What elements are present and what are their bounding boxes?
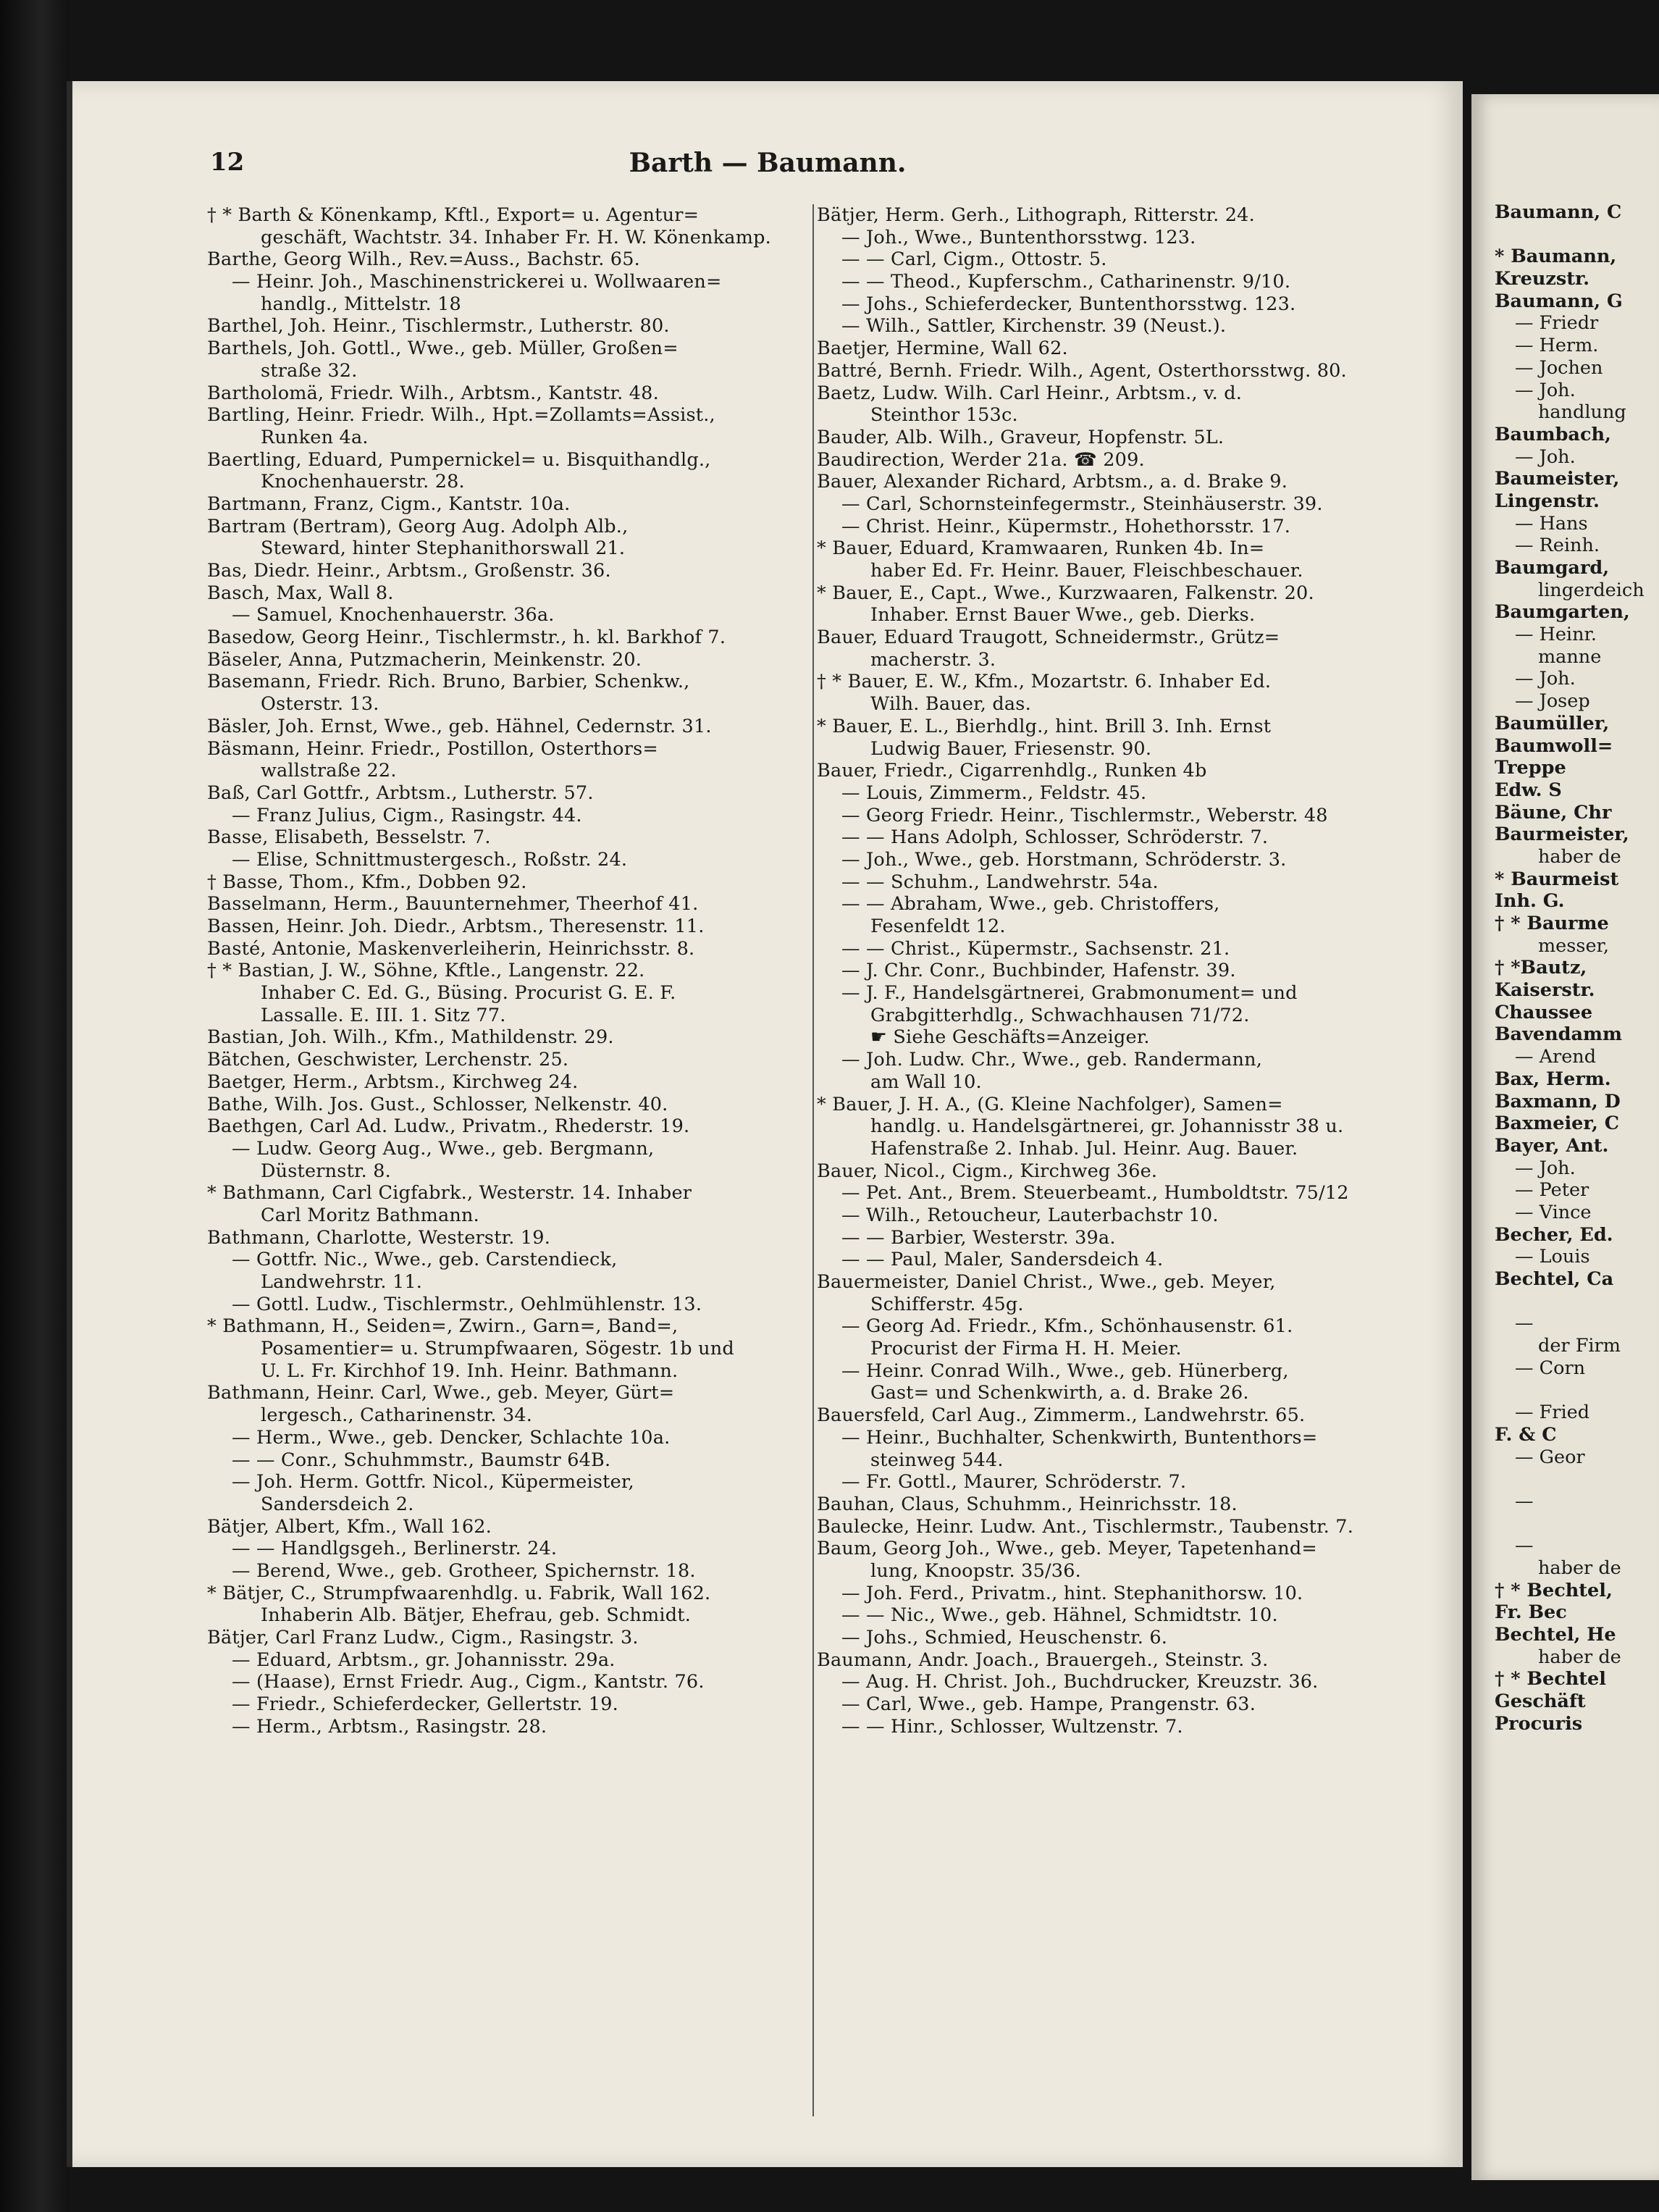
directory-entry-line: — — Schuhm., Landwehrstr. 54a. — [841, 871, 1159, 893]
right-column-line: Bavendamm — [1495, 1023, 1622, 1046]
directory-entry-line: — Fr. Gottl., Maurer, Schröderstr. 7. — [841, 1471, 1187, 1493]
directory-entry-line: ☛ Siehe Geschäfts=Anzeiger. — [870, 1026, 1150, 1049]
directory-entry-line: Gast= und Schenkwirth, a. d. Brake 26. — [870, 1382, 1249, 1404]
directory-entry-line: Procurist der Firma H. H. Meier. — [870, 1338, 1182, 1360]
right-page-edge — [1471, 94, 1659, 2180]
right-column-line: — — [1515, 1490, 1534, 1512]
directory-entry-line: * Bauer, Eduard, Kramwaaren, Runken 4b. In= — [817, 537, 1265, 560]
directory-entry-line: — Georg Friedr. Heinr., Tischlermstr., Weberstr. 48 — [841, 804, 1328, 826]
left-column — [207, 204, 819, 1738]
right-column-line: Inh. G. — [1495, 890, 1565, 913]
directory-entry-line: — Joh., Wwe., Buntenthorsstwg. 123. — [841, 226, 1196, 248]
directory-entry-line: Hafenstraße 2. Inhab. Jul. Heinr. Aug. Bauer. — [870, 1137, 1298, 1160]
directory-entry-line: straße 32. — [261, 359, 358, 382]
right-column-line: — Hans — [1515, 512, 1588, 535]
directory-entry-line: Bauer, Nicol., Cigm., Kirchweg 36e. — [817, 1160, 1158, 1182]
directory-entry-line: Bauermeister, Daniel Christ., Wwe., geb. Meyer, — [817, 1271, 1276, 1293]
right-column-line: — — [1515, 1535, 1534, 1557]
directory-entry-line: * Bauer, J. H. A., (G. Kleine Nachfolger), Samen= — [817, 1093, 1283, 1115]
directory-entry-line: — — Paul, Maler, Sandersdeich 4. — [841, 1249, 1164, 1271]
directory-entry-line: — Ludw. Georg Aug., Wwe., geb. Bergmann, — [232, 1137, 655, 1160]
directory-entry-line: U. L. Fr. Kirchhof 19. Inh. Heinr. Bathmann. — [261, 1360, 679, 1382]
directory-entry-line: handlg., Mittelstr. 18 — [261, 293, 461, 315]
directory-entry-line: Baum, Georg Joh., Wwe., geb. Meyer, Tapetenhand= — [817, 1538, 1317, 1560]
right-column-line: Baurmeister, — [1495, 824, 1629, 846]
directory-entry-line: Baetger, Herm., Arbtsm., Kirchweg 24. — [207, 1071, 579, 1093]
right-column-line: Baxmann, D — [1495, 1090, 1621, 1113]
right-column-line: handlung — [1538, 401, 1626, 424]
directory-entry-line: Runken 4a. — [261, 426, 369, 448]
page-header — [72, 148, 1463, 191]
right-column-line: — Heinr. — [1515, 624, 1597, 646]
right-column-line: lingerdeich — [1538, 579, 1645, 601]
right-column-line: F. & C — [1495, 1423, 1557, 1446]
directory-entry-line: Bauersfeld, Carl Aug., Zimmerm., Landwehrstr. 65. — [817, 1404, 1306, 1427]
right-column-line: — — [1515, 1312, 1534, 1335]
right-column-line: † * Baurme — [1495, 913, 1609, 934]
directory-entry-line: Bartmann, Franz, Cigm., Kantstr. 10a. — [207, 493, 571, 515]
directory-entry-line: — Friedr., Schieferdecker, Gellertstr. 19. — [232, 1693, 618, 1716]
right-column-line: manne — [1538, 645, 1602, 668]
directory-entry-line: Baudirection, Werder 21a. ☎ 209. — [817, 448, 1145, 471]
right-column-line: Baumeister, — [1495, 468, 1620, 490]
right-column-line: messer, — [1538, 934, 1610, 957]
right-column-line: Bayer, Ant. — [1495, 1134, 1609, 1157]
directory-entry-line: Düsternstr. 8. — [261, 1160, 391, 1182]
directory-entry-line: Posamentier= u. Strumpfwaaren, Sögestr. 1b und — [261, 1338, 734, 1360]
directory-entry-line: — — Hinr., Schlosser, Wultzenstr. 7. — [841, 1715, 1183, 1738]
directory-entry-line: † * Barth & Könenkamp, Kftl., Export= u. Agentur= — [207, 204, 700, 226]
directory-entry-line: Basselmann, Herm., Bauunternehmer, Theerhof 41. — [207, 893, 699, 916]
directory-entry-line: Bathmann, Charlotte, Westerstr. 19. — [207, 1226, 551, 1249]
directory-entry-line: Landwehrstr. 11. — [261, 1271, 423, 1293]
directory-entry-line: — J. F., Handelsgärtnerei, Grabmonument= und — [841, 982, 1298, 1005]
directory-entry-line: Basté, Antonie, Maskenverleiherin, Heinrichsstr. 8. — [207, 937, 695, 960]
right-column-line: haber de — [1538, 1646, 1621, 1668]
book-binding — [0, 0, 70, 2212]
page-title: Barth — Baumann. — [629, 148, 907, 178]
right-column-line: — Fried — [1515, 1402, 1590, 1424]
directory-entry-line: Steward, hinter Stephanithorswall 21. — [261, 537, 626, 560]
directory-entry-line: Inhaber. Ernst Bauer Wwe., geb. Dierks. — [870, 604, 1256, 627]
directory-entry-line: Inhaberin Alb. Bätjer, Ehefrau, geb. Schmidt. — [261, 1604, 692, 1627]
right-column-line: — Corn — [1515, 1357, 1586, 1379]
directory-entry-line: — Eduard, Arbtsm., gr. Johannisstr. 29a. — [232, 1648, 616, 1671]
directory-entry-line: Osterstr. 13. — [261, 693, 379, 716]
right-column-line: Lingenstr. — [1495, 490, 1600, 512]
directory-entry-line: Baulecke, Heinr. Ludw. Ant., Tischlermstr., Taubenstr. 7. — [817, 1515, 1354, 1538]
directory-entry-line: — — Nic., Wwe., geb. Hähnel, Schmidtstr. 10. — [841, 1604, 1278, 1627]
right-column-line: — Jochen — [1515, 356, 1603, 379]
directory-entry-line: Bätjer, Albert, Kfm., Wall 162. — [207, 1515, 492, 1538]
right-column-line: Edw. S — [1495, 779, 1562, 801]
right-column-line: — Herm. — [1515, 335, 1599, 357]
directory-entry-line: Carl Moritz Bathmann. — [261, 1204, 479, 1226]
right-column-line: Bax, Herm. — [1495, 1068, 1611, 1090]
directory-entry-line: — Wilh., Sattler, Kirchenstr. 39 (Neust.). — [841, 315, 1227, 338]
directory-entry-line: steinweg 544. — [870, 1449, 1004, 1471]
directory-entry-line: haber Ed. Fr. Heinr. Bauer, Fleischbeschauer. — [870, 560, 1303, 582]
right-column-line: Geschäft — [1495, 1691, 1586, 1713]
right-column-line — [1471, 1513, 1659, 1536]
right-column-line: Procuris — [1495, 1712, 1583, 1735]
directory-entry-line: Bathmann, Heinr. Carl, Wwe., geb. Meyer, Gürt= — [207, 1382, 675, 1404]
directory-entry-line: † * Bastian, J. W., Söhne, Kftle., Langenstr. 22. — [207, 960, 645, 982]
right-column-line: Kaiserstr. — [1495, 979, 1595, 1002]
directory-entry-line: — Louis, Zimmerm., Feldstr. 45. — [841, 782, 1147, 804]
directory-entry-line: — — Carl, Cigm., Ottostr. 5. — [841, 248, 1107, 271]
directory-entry-line: Bathe, Wilh. Jos. Gust., Schlosser, Nelkenstr. 40. — [207, 1093, 668, 1115]
directory-entry-line: — Samuel, Knochenhauerstr. 36a. — [232, 604, 555, 627]
directory-entry-line: — Berend, Wwe., geb. Grotheer, Spichernstr. 18. — [232, 1559, 696, 1582]
directory-entry-line: Battré, Bernh. Friedr. Wilh., Agent, Osterthorsstwg. 80. — [817, 359, 1347, 382]
right-column-line: Baumgard, — [1495, 557, 1610, 579]
directory-entry-line: — Wilh., Retoucheur, Lauterbachstr 10. — [841, 1204, 1219, 1226]
directory-entry-line: Schifferstr. 45g. — [870, 1293, 1024, 1315]
directory-entry-line: Knochenhauerstr. 28. — [261, 471, 465, 493]
right-column-line: Baumann, C — [1495, 201, 1622, 223]
directory-entry-line: — — Theod., Kupferschm., Catharinenstr. 9/10. — [841, 271, 1291, 293]
directory-entry-line: — Joh. Ludw. Chr., Wwe., geb. Randermann, — [841, 1049, 1263, 1071]
right-column-line: — Vince — [1515, 1201, 1592, 1223]
directory-entry-line: — — Conr., Schuhmmstr., Baumstr 64B. — [232, 1449, 611, 1471]
directory-entry-line: — Heinr., Buchhalter, Schenkwirth, Buntenthors= — [841, 1426, 1318, 1449]
right-column-line: * Baumann, — [1495, 246, 1617, 268]
directory-entry-line: macherstr. 3. — [870, 648, 996, 671]
right-column — [1471, 201, 1659, 1735]
directory-entry-line: — Carl, Schornsteinfegermstr., Steinhäuserstr. 39. — [841, 493, 1323, 515]
directory-entry-line: Bauer, Eduard Traugott, Schneidermstr., Grütz= — [817, 627, 1280, 649]
right-column-line: Kreuzstr. — [1495, 268, 1589, 290]
right-column-line: — Peter — [1515, 1179, 1589, 1202]
directory-entry-line: Bauhan, Claus, Schuhmm., Heinrichsstr. 18. — [817, 1493, 1238, 1515]
directory-entry-line: — Gottl. Ludw., Tischlermstr., Oehlmühlenstr. 13. — [232, 1293, 702, 1315]
directory-entry-line: † Basse, Thom., Kfm., Dobben 92. — [207, 871, 527, 893]
directory-entry-line: Fesenfeldt 12. — [870, 916, 1006, 937]
directory-entry-line: Ludwig Bauer, Friesenstr. 90. — [870, 737, 1152, 760]
directory-entry-line: Bas, Diedr. Heinr., Arbtsm., Großenstr. 36. — [207, 560, 611, 582]
directory-entry-line: — Joh. Herm. Gottfr. Nicol., Küpermeister, — [232, 1471, 634, 1493]
directory-entry-line: — Heinr. Joh., Maschinenstrickerei u. Wollwaaren= — [232, 271, 722, 293]
directory-entry-line: Grabgitterhdlg., Schwachhausen 71/72. — [870, 1004, 1250, 1026]
directory-entry-line: Barthels, Joh. Gottl., Wwe., geb. Müller, Großen= — [207, 338, 679, 360]
directory-entry-line: — — Christ., Küpermstr., Sachsenstr. 21. — [841, 937, 1230, 960]
directory-entry-line: Baertling, Eduard, Pumpernickel= u. Bisquithandlg., — [207, 448, 711, 471]
directory-entry-line: lung, Knoopstr. 35/36. — [870, 1559, 1081, 1582]
right-column-line: — Josep — [1515, 690, 1590, 713]
directory-entry-line: lergesch., Catharinenstr. 34. — [261, 1404, 533, 1427]
page-number: 12 — [210, 148, 245, 177]
right-column-line: — Joh. — [1515, 668, 1576, 690]
directory-entry-line: Bastian, Joh. Wilh., Kfm., Mathildenstr. 29. — [207, 1026, 614, 1049]
right-column-line: Baumbach, — [1495, 423, 1611, 445]
right-column-line: — Arend — [1515, 1046, 1597, 1068]
directory-entry-line: * Bauer, E., Capt., Wwe., Kurzwaaren, Falkenstr. 20. — [817, 582, 1314, 604]
directory-entry-line: Bassen, Heinr. Joh. Diedr., Arbtsm., Theresenstr. 11. — [207, 916, 705, 937]
right-column-line: Baxmeier, C — [1495, 1113, 1620, 1135]
right-column-line: Bechtel, Ca — [1495, 1268, 1614, 1290]
directory-entry-line: — Johs., Schieferdecker, Buntenthorsstwg. 123. — [841, 293, 1296, 315]
right-column-line: — Reinh. — [1515, 535, 1600, 557]
directory-entry-line: Baethgen, Carl Ad. Ludw., Privatm., Rhederstr. 19. — [207, 1115, 690, 1138]
right-column-line: — Joh. — [1515, 445, 1576, 468]
right-column-line: haber de — [1538, 845, 1621, 868]
right-column-line — [1471, 1468, 1659, 1491]
directory-entry-line: * Bathmann, Carl Cigfabrk., Westerstr. 14. Inhaber — [207, 1182, 692, 1205]
directory-entry-line: — Heinr. Conrad Wilh., Wwe., geb. Hünerberg, — [841, 1360, 1289, 1382]
directory-entry-line: Inhaber C. Ed. G., Büsing. Procurist G. E. F. — [261, 982, 676, 1005]
right-column-line: — Joh. — [1515, 379, 1576, 401]
directory-entry-line: Basemann, Friedr. Rich. Bruno, Barbier, Schenkw., — [207, 671, 690, 693]
directory-entry-line: — — Abraham, Wwe., geb. Christoffers, — [841, 893, 1220, 916]
right-column-line — [1471, 1379, 1659, 1402]
right-column-line: — Friedr — [1515, 312, 1599, 335]
middle-column — [817, 204, 1429, 1738]
right-column-line: Treppe — [1495, 757, 1566, 779]
directory-entry-line: * Bätjer, C., Strumpfwaarenhdlg. u. Fabrik, Wall 162. — [207, 1582, 711, 1604]
right-column-line: — Louis — [1515, 1246, 1590, 1268]
directory-entry-line: — Herm., Wwe., geb. Dencker, Schlachte 10a. — [232, 1426, 671, 1449]
directory-entry-line: Basch, Max, Wall 8. — [207, 582, 394, 604]
right-column-line: Bäune, Chr — [1495, 801, 1612, 824]
right-column-line: der Firm — [1538, 1335, 1621, 1357]
directory-entry-line: — Carl, Wwe., geb. Hampe, Prangenstr. 63. — [841, 1693, 1256, 1716]
directory-entry-line: Steinthor 153c. — [870, 404, 1018, 427]
directory-entry-line: — Johs., Schmied, Heuschenstr. 6. — [841, 1627, 1168, 1648]
right-column-line: * Baurmeist — [1495, 868, 1619, 890]
directory-entry-line: Bartram (Bertram), Georg Aug. Adolph Alb., — [207, 515, 629, 537]
directory-entry-line: Bätjer, Herm. Gerh., Lithograph, Ritterstr. 24. — [817, 204, 1255, 226]
right-column-line: Becher, Ed. — [1495, 1223, 1613, 1246]
right-column-line: — Joh. — [1515, 1157, 1576, 1179]
directory-entry-line: — Pet. Ant., Brem. Steuerbeamt., Humboldtstr. 75/12 — [841, 1182, 1349, 1205]
directory-entry-line: — Gottfr. Nic., Wwe., geb. Carstendieck, — [232, 1249, 618, 1271]
right-column-line: † * Bechtel, — [1495, 1579, 1613, 1601]
directory-entry-line: — Franz Julius, Cigm., Rasingstr. 44. — [232, 804, 582, 826]
directory-entry-line: † * Bauer, E. W., Kfm., Mozartstr. 6. Inhaber Ed. — [817, 671, 1272, 693]
right-column-line: Chaussee — [1495, 1001, 1593, 1023]
directory-entry-line: — (Haase), Ernst Friedr. Aug., Cigm., Kantstr. 76. — [232, 1671, 705, 1693]
directory-entry-line: handlg. u. Handelsgärtnerei, gr. Johannisstr 38 u. — [870, 1115, 1344, 1138]
right-column-line: † *Bautz, — [1495, 957, 1587, 979]
directory-entry-line: Bätjer, Carl Franz Ludw., Cigm., Rasingstr. 3. — [207, 1627, 639, 1648]
directory-entry-line: — Elise, Schnittmustergesch., Roßstr. 24. — [232, 848, 628, 871]
directory-entry-line: — Aug. H. Christ. Joh., Buchdrucker, Kreuzstr. 36. — [841, 1671, 1319, 1693]
directory-entry-line: * Bathmann, H., Seiden=, Zwirn., Garn=, Band=, — [207, 1315, 679, 1338]
directory-entry-line: — Christ. Heinr., Küpermstr., Hohethorsstr. 17. — [841, 515, 1291, 537]
right-column-line: Baumüller, — [1495, 712, 1610, 734]
directory-entry-line: Bäsmann, Heinr. Friedr., Postillon, Osterthors= — [207, 737, 658, 760]
directory-entry-line: * Bauer, E. L., Bierhdlg., hint. Brill 3. Inh. Ernst — [817, 715, 1272, 737]
right-column-line: Bechtel, He — [1495, 1624, 1616, 1646]
directory-entry-line: Baumann, Andr. Joach., Brauergeh., Steinstr. 3. — [817, 1648, 1269, 1671]
directory-entry-line: — Joh., Wwe., geb. Horstmann, Schröderstr. 3. — [841, 848, 1287, 871]
directory-page — [67, 81, 1463, 2167]
right-column-line: Fr. Bec — [1495, 1601, 1567, 1624]
right-column-line: haber de — [1538, 1557, 1621, 1579]
directory-entry-line: geschäft, Wachtstr. 34. Inhaber Fr. H. W. Könenkamp. — [261, 226, 771, 248]
directory-entry-line: Sandersdeich 2. — [261, 1493, 414, 1515]
directory-entry-line: Basedow, Georg Heinr., Tischlermstr., h. kl. Barkhof 7. — [207, 627, 726, 649]
directory-entry-line: Bäsler, Joh. Ernst, Wwe., geb. Hähnel, Cedernstr. 31. — [207, 715, 712, 737]
right-column-line — [1471, 1291, 1659, 1313]
right-column-line: — Geor — [1515, 1446, 1585, 1468]
right-column-line — [1471, 224, 1659, 246]
directory-entry-line: Wilh. Bauer, das. — [870, 693, 1031, 716]
directory-entry-line: Basse, Elisabeth, Besselstr. 7. — [207, 826, 491, 849]
directory-entry-line: Baetjer, Hermine, Wall 62. — [817, 338, 1068, 360]
directory-entry-line: Baetz, Ludw. Wilh. Carl Heinr., Arbtsm., v. d. — [817, 382, 1243, 404]
directory-entry-line: Bätchen, Geschwister, Lerchenstr. 25. — [207, 1049, 569, 1071]
directory-entry-line: Barthe, Georg Wilh., Rev.=Auss., Bachstr. 65. — [207, 248, 640, 271]
directory-entry-line: Bartling, Heinr. Friedr. Wilh., Hpt.=Zollamts=Assist., — [207, 404, 715, 427]
directory-entry-line: Bauer, Alexander Richard, Arbtsm., a. d. Brake 9. — [817, 471, 1288, 493]
directory-entry-line: wallstraße 22. — [261, 760, 397, 782]
right-column-line: Baumgarten, — [1495, 601, 1630, 624]
directory-entry-line: am Wall 10. — [870, 1071, 982, 1093]
directory-entry-line: Bauder, Alb. Wilh., Graveur, Hopfenstr. 5L. — [817, 426, 1225, 448]
directory-entry-line: Baß, Carl Gottfr., Arbtsm., Lutherstr. 57. — [207, 782, 594, 804]
right-column-line: Baumwoll= — [1495, 734, 1613, 757]
directory-entry-line: Barthel, Joh. Heinr., Tischlermstr., Lutherstr. 80. — [207, 315, 670, 338]
right-column-line: Baumann, G — [1495, 290, 1623, 312]
directory-entry-line: Bauer, Friedr., Cigarrenhdlg., Runken 4b — [817, 760, 1207, 782]
directory-entry-line: — — Handlgsgeh., Berlinerstr. 24. — [232, 1538, 558, 1560]
right-column-line: † * Bechtel — [1495, 1668, 1606, 1691]
directory-entry-line: — — Barbier, Westerstr. 39a. — [841, 1226, 1116, 1249]
directory-entry-line: Bartholomä, Friedr. Wilh., Arbtsm., Kantstr. 48. — [207, 382, 659, 404]
directory-entry-line: — J. Chr. Conr., Buchbinder, Hafenstr. 39. — [841, 960, 1236, 982]
directory-entry-line: — Joh. Ferd., Privatm., hint. Stephanithorsw. 10. — [841, 1582, 1303, 1604]
directory-entry-line: — Herm., Arbtsm., Rasingstr. 28. — [232, 1715, 547, 1738]
directory-entry-line: — — Hans Adolph, Schlosser, Schröderstr. 7. — [841, 826, 1269, 849]
directory-entry-line: — Georg Ad. Friedr., Kfm., Schönhausenstr. 61. — [841, 1315, 1293, 1338]
directory-entry-line: Lassalle. E. III. 1. Sitz 77. — [261, 1004, 506, 1026]
directory-entry-line: Bäseler, Anna, Putzmacherin, Meinkenstr. 20. — [207, 648, 642, 671]
